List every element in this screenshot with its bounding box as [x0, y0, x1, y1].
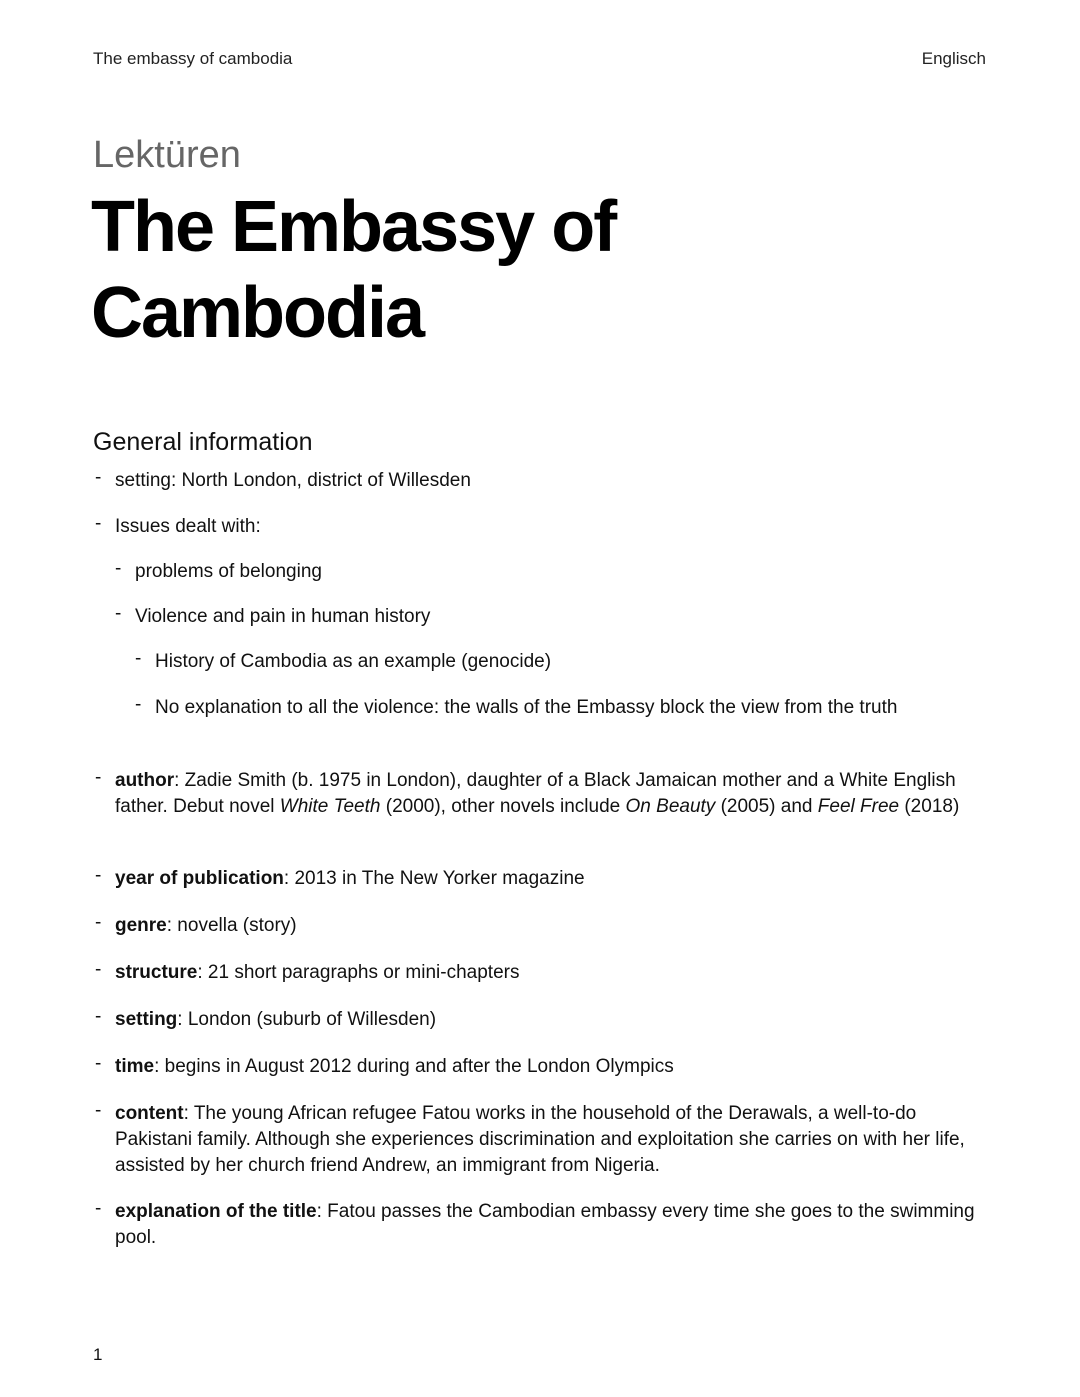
item-text: setting: North London, district of Willesden: [115, 470, 471, 491]
bullet: -: [95, 1198, 102, 1219]
item-text: : novella (story): [166, 915, 297, 936]
bullet: -: [95, 467, 102, 488]
list-item: [95, 513, 985, 540]
list-item-time: [95, 1053, 985, 1080]
item-text: : The young African refugee Fatou works in the household of the Derawals, a well-to-do Pakistani family. Although she experiences discrimination and exploitation she carries on with her life, assisted by her church friend Andrew, an immigrant from Nigeria.: [115, 1103, 965, 1176]
book-title: On Beauty: [625, 796, 716, 817]
bullet: -: [95, 865, 102, 886]
list-item-genre: [95, 912, 985, 939]
bullet: -: [135, 694, 142, 715]
item-key: year of publication: [115, 868, 284, 889]
book-title: Feel Free: [817, 796, 900, 817]
item-text: : Fatou passes the Cambodian embassy every time she goes to the swimming pool.: [115, 1201, 975, 1248]
bullet: -: [95, 959, 102, 980]
list-item-content: [95, 1100, 985, 1179]
list-item: [135, 648, 985, 675]
item-text: : begins in August 2012 during and after the London Olympics: [154, 1056, 674, 1077]
item-text: : London (suburb of Willesden): [177, 1009, 437, 1030]
list-item-year: [95, 865, 985, 892]
page-title: The Embassy of Cambodia: [91, 187, 616, 353]
list-item: [95, 467, 985, 494]
list-item-setting: [95, 1006, 985, 1033]
book-title: White Teeth: [279, 796, 381, 817]
running-header-subject: Englisch: [921, 49, 986, 68]
item-text: problems of belonging: [135, 561, 322, 582]
item-text: No explanation to all the violence: the walls of the Embassy block the view from the truth: [155, 697, 898, 718]
item-key: structure: [115, 962, 198, 983]
section-heading: General information: [93, 428, 313, 456]
list-item: [135, 694, 955, 721]
bullet: -: [95, 1053, 102, 1074]
running-header-title: The embassy of cambodia: [93, 49, 293, 68]
item-text: (2005) and: [715, 796, 818, 817]
item-text: : 21 short paragraphs or mini-chapters: [197, 962, 520, 983]
list-item: [115, 558, 985, 585]
bullet: -: [95, 767, 102, 788]
item-key: time: [115, 1056, 155, 1077]
bullet: -: [135, 648, 142, 669]
bullet: -: [95, 1006, 102, 1027]
item-text: : Zadie Smith (b. 1975 in London), daughter of a Black Jamaican mother and a White English father. Debut novel: [115, 770, 956, 817]
item-text: (2000), other novels include: [380, 796, 626, 817]
item-text: Violence and pain in human history: [135, 606, 431, 627]
bullet: -: [95, 513, 102, 534]
item-key: content: [115, 1103, 184, 1124]
item-key: explanation of the title: [115, 1201, 317, 1222]
item-key: author: [115, 770, 175, 791]
list-item-structure: [95, 959, 985, 986]
bullet: -: [95, 912, 102, 933]
list-item-title-explanation: [95, 1198, 985, 1251]
item-text: History of Cambodia as an example (genocide): [155, 651, 552, 672]
item-key: setting: [115, 1009, 178, 1030]
item-text: (2018): [899, 796, 960, 817]
item-text: : 2013 in The New Yorker magazine: [283, 868, 585, 889]
bullet: -: [115, 603, 122, 624]
page-number: 1: [93, 1345, 103, 1364]
bullet: -: [115, 558, 122, 579]
list-item-author: [95, 767, 985, 820]
list-item: [115, 603, 985, 630]
kicker: Lektüren: [93, 134, 241, 176]
bullet: -: [95, 1100, 102, 1121]
item-text: Issues dealt with:: [115, 516, 261, 537]
item-key: genre: [115, 915, 167, 936]
